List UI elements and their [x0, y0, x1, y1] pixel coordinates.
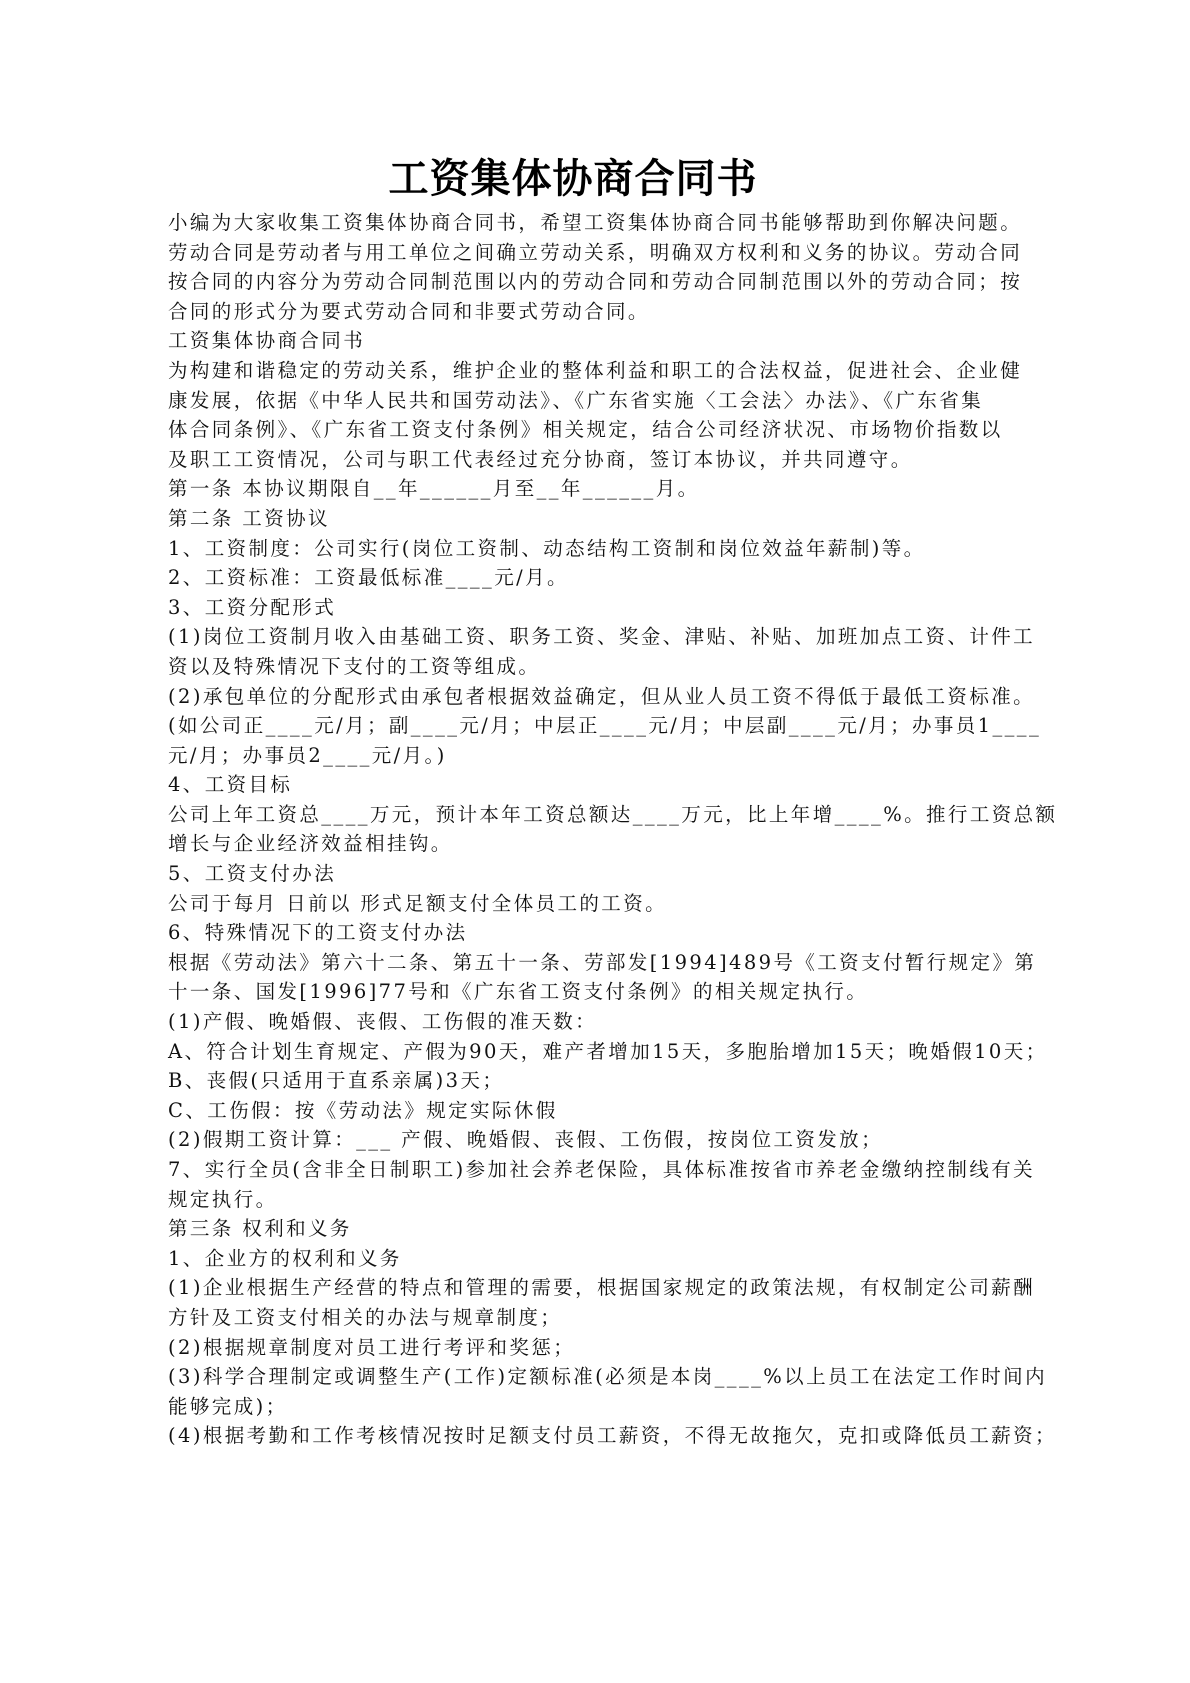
clause-line: 公司上年工资总____万元，预计本年工资总额达____万元，比上年增____%。推行工资总额 — [168, 802, 1058, 826]
paragraph-line: 体合同条例》、《广东省工资支付条例》相关规定，结合公司经济状况、市场物价指数以 — [168, 418, 1003, 442]
clause-line: (如公司正____元/月；副____元/月；中层正____元/月；中层副____元/月；办事员1____ — [168, 714, 1042, 738]
article-3-heading: 第三条 权利和义务 — [168, 1217, 352, 1241]
clause-line: C、工伤假：按《劳动法》规定实际休假 — [168, 1098, 558, 1122]
paragraph-line: 康发展，依据《中华人民共和国劳动法》、《广东省实施〈工会法〉办法》、《广东省集 — [168, 388, 984, 412]
clause-line: 公司于每月 日前以 形式足额支付全体员工的工资。 — [168, 891, 667, 915]
article-2-heading: 第二条 工资协议 — [168, 506, 330, 530]
paragraph-line: 劳动合同是劳动者与用工单位之间确立劳动关系，明确双方权利和义务的协议。劳动合同 — [168, 240, 1023, 264]
clause-line: (1)产假、晚婚假、丧假、工伤假的准天数： — [168, 1010, 598, 1034]
paragraph-line: 按合同的内容分为劳动合同制范围以内的劳动合同和劳动合同制范围以外的劳动合同；按 — [168, 270, 1023, 294]
clause-line: 2、工资标准：工资最低标准____元/月。 — [168, 566, 569, 590]
clause-heading: 6、特殊情况下的工资支付办法 — [168, 921, 468, 945]
section-heading: 工资集体协商合同书 — [168, 329, 366, 353]
clause-line: 元/月；办事员2____元/月。) — [168, 743, 447, 767]
clause-line: 方针及工资支付相关的办法与规章制度； — [168, 1305, 563, 1329]
clause-line: 增长与企业经济效益相挂钩。 — [168, 832, 453, 856]
document-page — [168, 150, 1058, 1451]
paragraph-line: 及职工工资情况，公司与职工代表经过充分协商，签订本协议，并共同遵守。 — [168, 447, 913, 471]
clause-heading: 5、工资支付办法 — [168, 862, 337, 886]
paragraph-line: 合同的形式分为要式劳动合同和非要式劳动合同。 — [168, 299, 650, 323]
clause-line: (1)企业根据生产经营的特点和管理的需要，根据国家规定的政策法规，有权制定公司薪酬 — [168, 1276, 1036, 1300]
paragraph-line: 小编为大家收集工资集体协商合同书，希望工资集体协商合同书能够帮助到你解决问题。 — [168, 211, 1023, 234]
clause-line: (4)根据考勤和工作考核情况按时足额支付员工薪资，不得无故拖欠，克扣或降低员工薪资； — [168, 1424, 1057, 1448]
clause-line: 资以及特殊情况下支付的工资等组成。 — [168, 654, 541, 678]
clause-line: 1、工资制度：公司实行(岗位工资制、动态结构工资制和岗位效益年薪制)等。 — [168, 536, 926, 560]
clause-line: 7、实行全员(含非全日制职工)参加社会养老保险，具体标准按省市养老金缴纳控制线有关 — [168, 1158, 1036, 1181]
clause-heading: 1、企业方的权利和义务 — [168, 1246, 402, 1270]
clause-heading: 4、工资目标 — [168, 773, 293, 797]
clause-line: (3)科学合理制定或调整生产(工作)定额标准(必须是本岗____%以上员工在法定工作时间内 — [168, 1365, 1047, 1389]
clause-line: 规定执行。 — [168, 1187, 278, 1211]
clause-heading: 3、工资分配形式 — [168, 595, 337, 619]
clause-line: A、符合计划生育规定、产假为90天，难产者增加15天，多胞胎增加15天；晚婚假10天； — [168, 1039, 1048, 1063]
clause-line: 能够完成)； — [168, 1394, 288, 1418]
clause-line: (2)承包单位的分配形式由承包者根据效益确定，但从业人员工资不得低于最低工资标准。 — [168, 684, 1036, 708]
clause-line: (1)岗位工资制月收入由基础工资、职务工资、奖金、津贴、补贴、加班加点工资、计件工 — [168, 625, 1036, 649]
document-body — [168, 208, 1058, 1451]
article-1-heading: 第一条 本协议期限自__年______月至__年______月。 — [168, 477, 700, 501]
clause-line: B、丧假(只适用于直系亲属)3天； — [168, 1069, 505, 1093]
clause-line: 根据《劳动法》第六十二条、第五十一条、劳部发[1994]489号《工资支付暂行规定》第 — [168, 950, 1037, 974]
clause-line: (2)假期工资计算：___ 产假、晚婚假、丧假、工伤假，按岗位工资发放； — [168, 1128, 883, 1152]
clause-line: (2)根据规章制度对员工进行考评和奖惩； — [168, 1335, 576, 1359]
clause-line: 十一条、国发[1996]77号和《广东省工资支付条例》的相关规定执行。 — [168, 980, 869, 1004]
document-title: 工资集体协商合同书 — [388, 156, 758, 202]
paragraph-line: 为构建和谐稳定的劳动关系，维护企业的整体利益和职工的合法权益，促进社会、企业健 — [168, 358, 1023, 382]
